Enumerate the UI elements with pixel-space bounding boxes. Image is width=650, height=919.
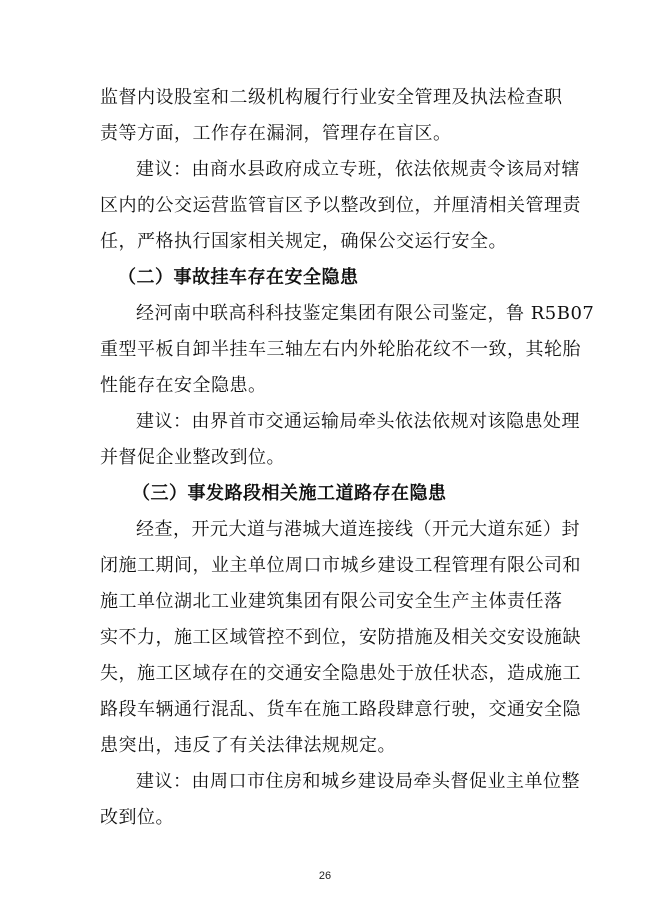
page-number: 26: [318, 870, 332, 882]
text-line: 实不力，施工区域管控不到位，安防措施及相关交安设施缺: [100, 627, 581, 648]
text-line: 重型平板自卸半挂车三轴左右内外轮胎花纹不一致，其轮胎: [100, 339, 581, 360]
text-line: 责等方面，工作存在漏洞，管理存在盲区。: [100, 123, 452, 144]
text-line: 患突出，违反了有关法律法规规定。: [100, 735, 396, 756]
text-line: 并督促企业整改到位。: [100, 447, 285, 468]
text-line: 改到位。: [100, 807, 174, 828]
text-line: 失，施工区域存在的交通安全隐患处于放任状态，造成施工: [100, 663, 581, 684]
body-text: [100, 87, 595, 843]
paragraph-start: 经查，开元大道与港城大道连接线（开元大道东延）封: [136, 519, 580, 540]
text-line: 性能存在安全隐患。: [100, 375, 267, 396]
paragraph-start: 经河南中联高科科技鉴定集团有限公司鉴定，鲁 R5B07: [136, 303, 595, 324]
section-heading: （二）事故挂车存在安全隐患: [118, 267, 359, 288]
text-line: 路段车辆通行混乱、货车在施工路段肆意行驶，交通安全隐: [100, 699, 581, 720]
text-line: 监督内设股室和二级机构履行行业安全管理及执法检查职: [100, 87, 563, 108]
text-line: 区内的公交运营监管盲区予以整改到位，并厘清相关管理责: [100, 195, 581, 216]
paragraph-start: 建议：由周口市住房和城乡建设局牵头督促业主单位整: [136, 771, 580, 792]
text-line: 施工单位湖北工业建筑集团有限公司安全生产主体责任落: [100, 591, 563, 612]
text-line: 闭施工期间，业主单位周口市城乡建设工程管理有限公司和: [100, 555, 581, 576]
paragraph-start: 建议：由界首市交通运输局牵头依法依规对该隐患处理: [136, 411, 580, 432]
paragraph-start: 建议：由商水县政府成立专班，依法依规责令该局对辖: [136, 159, 580, 180]
text-line: 任，严格执行国家相关规定，确保公交运行安全。: [100, 231, 507, 252]
section-heading: （三）事发路段相关施工道路存在隐患: [132, 483, 447, 504]
